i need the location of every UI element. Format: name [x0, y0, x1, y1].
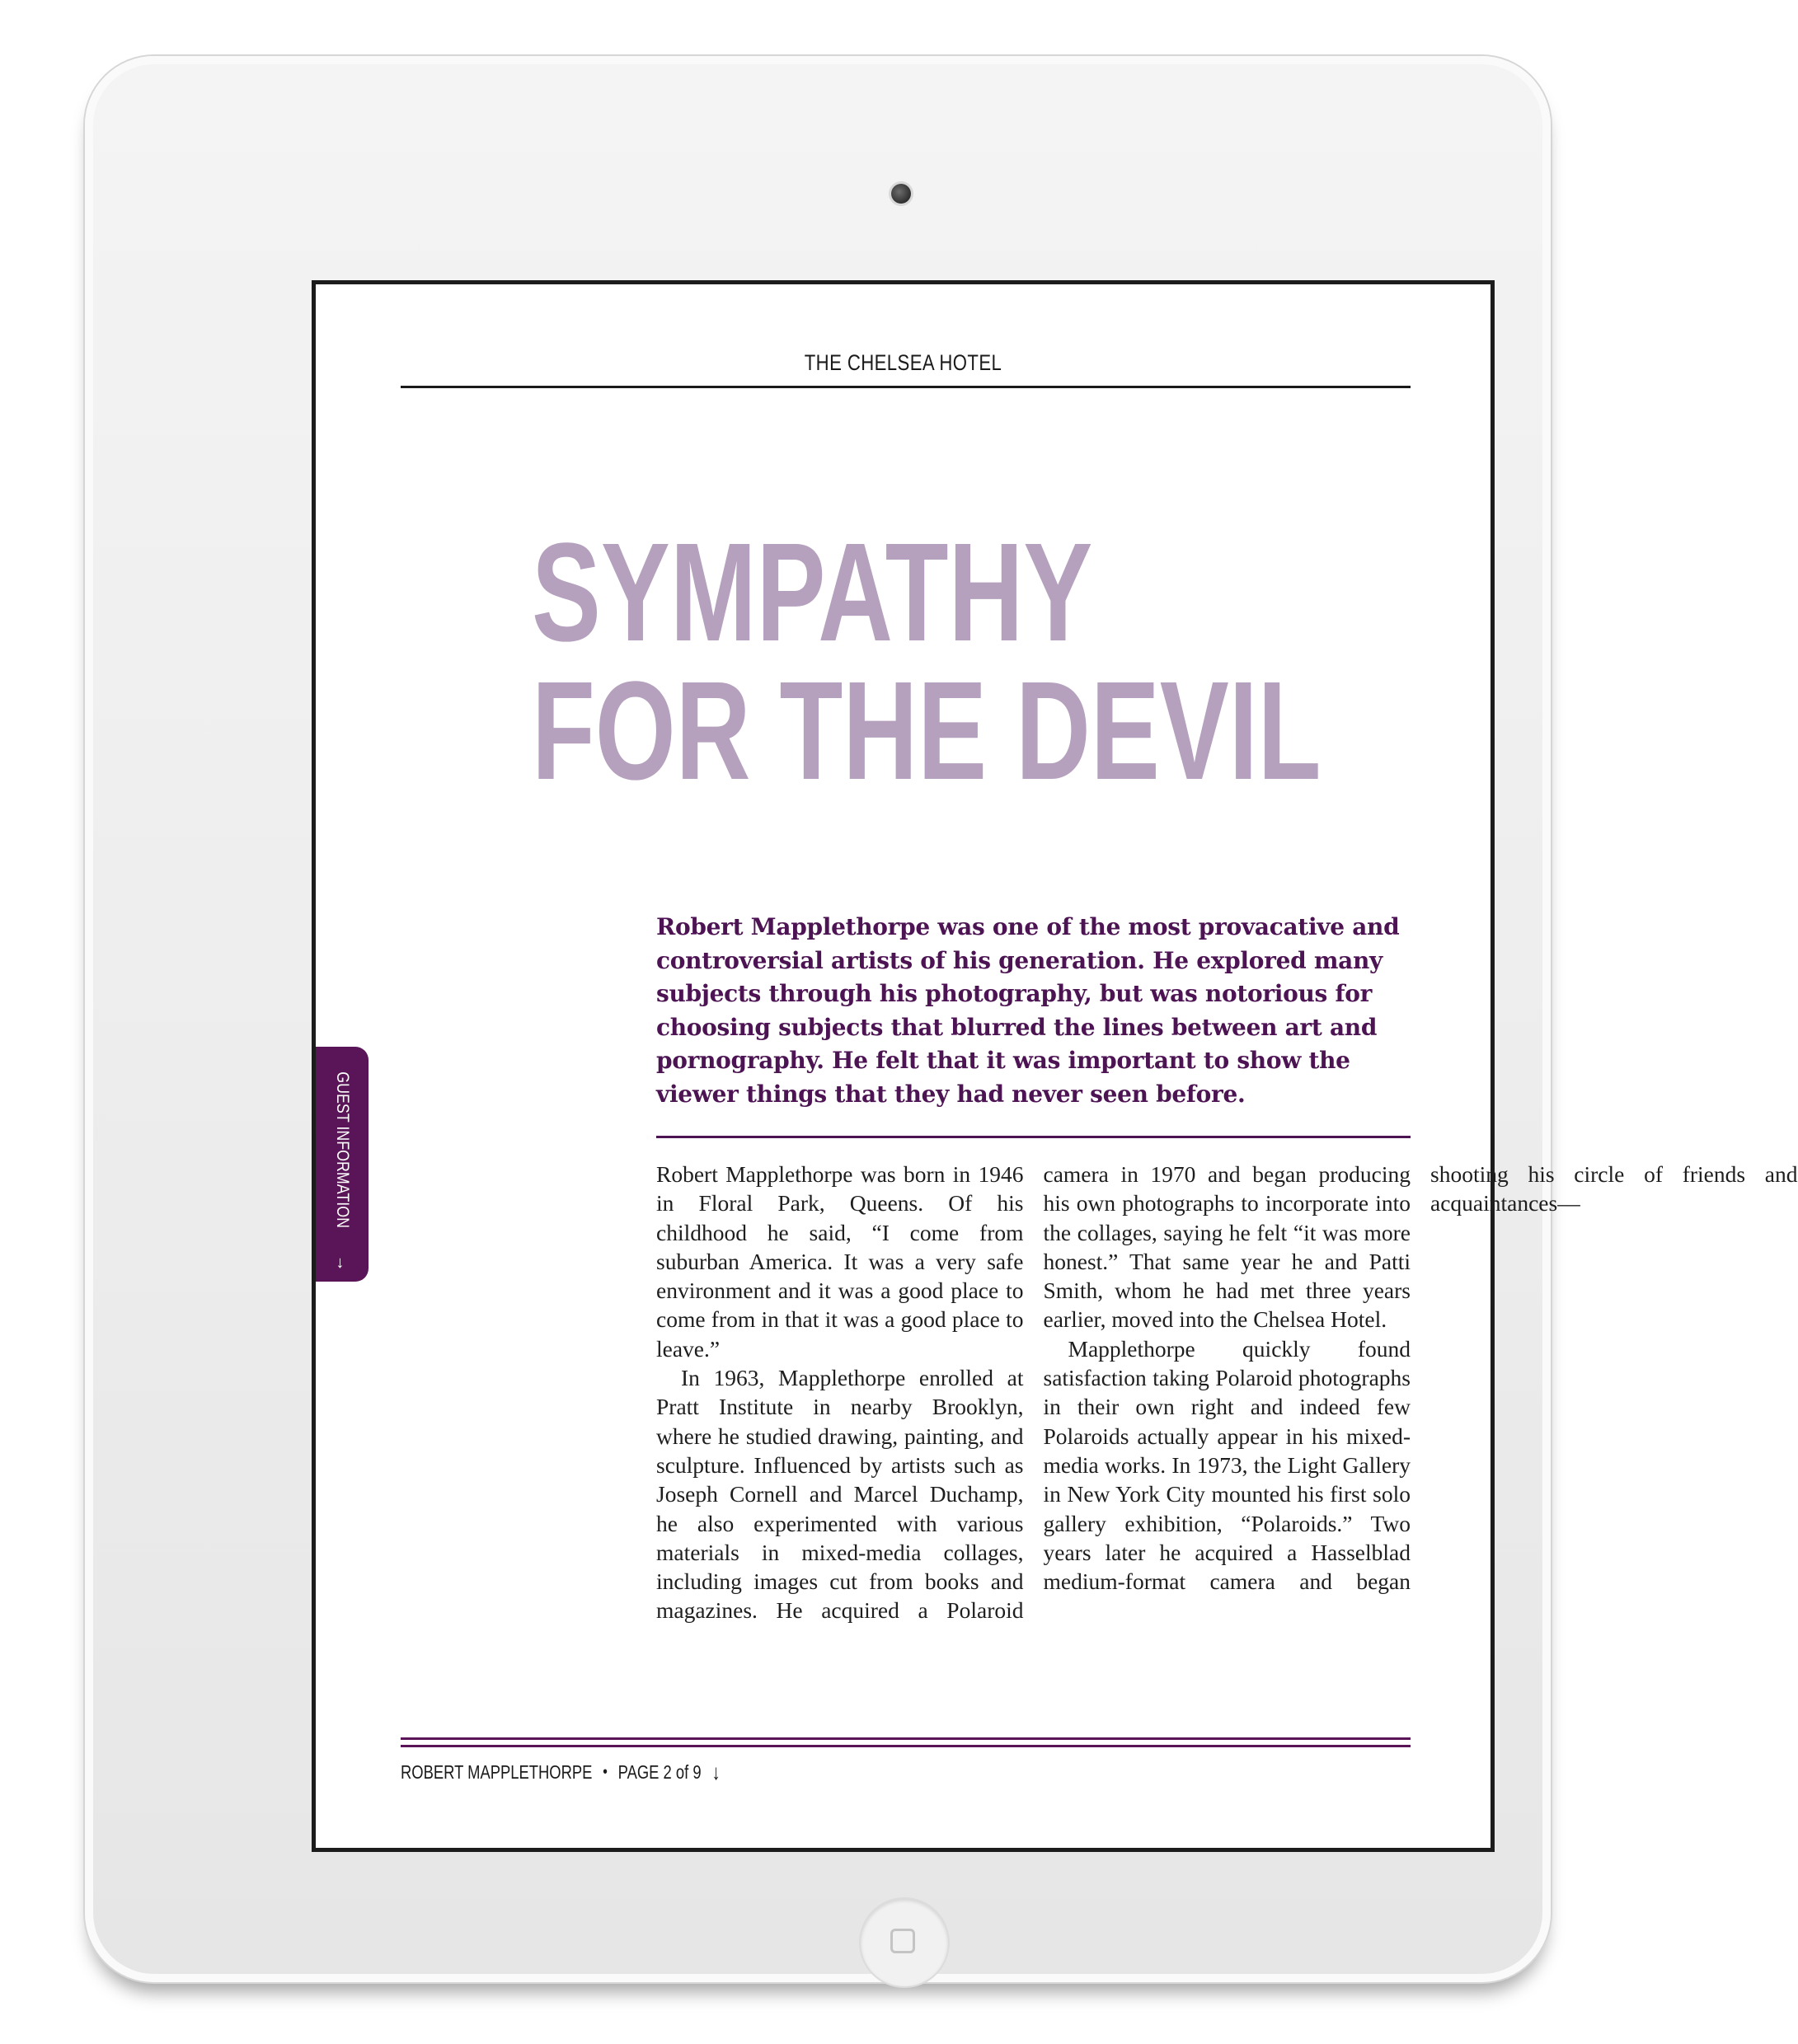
- arrow-down-icon[interactable]: ↓: [711, 1760, 721, 1784]
- title-line-1: SYMPATHY: [532, 514, 1093, 671]
- front-camera-icon: [891, 184, 911, 204]
- footer-separator: •: [603, 1763, 608, 1781]
- page-footer: [401, 1760, 721, 1785]
- deck-divider: [656, 1136, 1411, 1138]
- footer-divider-bottom: [401, 1745, 1411, 1747]
- home-button-icon: [890, 1929, 915, 1953]
- body-paragraph: Mapplethorpe quickly found satisfaction taking Polaroid photographs in their own right and indeed few Polaroids actually appear in his mixed-media works. In 1973, the Light Gallery in New York City mounted his first solo gallery exhibition, “Polaroids.” Two years later he acquired a Hasselblad medium-format camera and began shooting his circle of friends and acquaintances—: [1043, 1161, 1798, 1595]
- body-paragraph: Robert Mapplethorpe was born in 1946 in Floral Park, Queens. Of his childhood he said, “I come from suburban America. It was a very safe environment and it was a good place to come from in that it was a good place to leave.”: [656, 1161, 1024, 1362]
- guest-information-tab[interactable]: [316, 1047, 369, 1282]
- footer-divider-top: [401, 1737, 1411, 1740]
- tablet-device: [85, 56, 1798, 1982]
- guest-information-label: GUEST INFORMATION: [333, 1071, 352, 1228]
- running-head: THE CHELSEA HOTEL: [804, 350, 1002, 375]
- home-button[interactable]: [861, 1899, 948, 1986]
- article-body: [656, 1160, 1798, 1642]
- header-divider: [401, 386, 1411, 388]
- body-paragraph: In 1963, Mapplethorpe enrolled at Pratt Institute in nearby Brooklyn, where he studied drawing, painting, and sculpture. Influenced by artists such as Joseph Cornell and Marcel Duchamp, he also experimented with various materials in mixed-media collages, including images cut from books and magazines. He acquired a Polaroid camera in 1970 and began producing his own photographs to incorporate into the collages, saying he felt “it was more honest.” That same year he and Patti Smith, whom he had met three years earlier, moved into the Chelsea Hotel.: [656, 1161, 1411, 1624]
- article-title: [532, 514, 1322, 809]
- arrow-right-icon: →: [333, 1254, 352, 1272]
- footer-section-label: ROBERT MAPPLETHORPE: [401, 1761, 593, 1783]
- page-indicator: PAGE 2 of 9: [617, 1761, 702, 1783]
- article-deck: Robert Mapplethorpe was one of the most provacative and controversial artists of his generation. He explored many subjects through his photography, but was notorious for choosing subjects that blurred the lines between art and pornography. He felt that it was important to show the viewer things that they had never seen before.: [656, 913, 1400, 1108]
- screen: [312, 280, 1798, 1852]
- title-line-2: FOR THE DEVIL: [532, 653, 1322, 809]
